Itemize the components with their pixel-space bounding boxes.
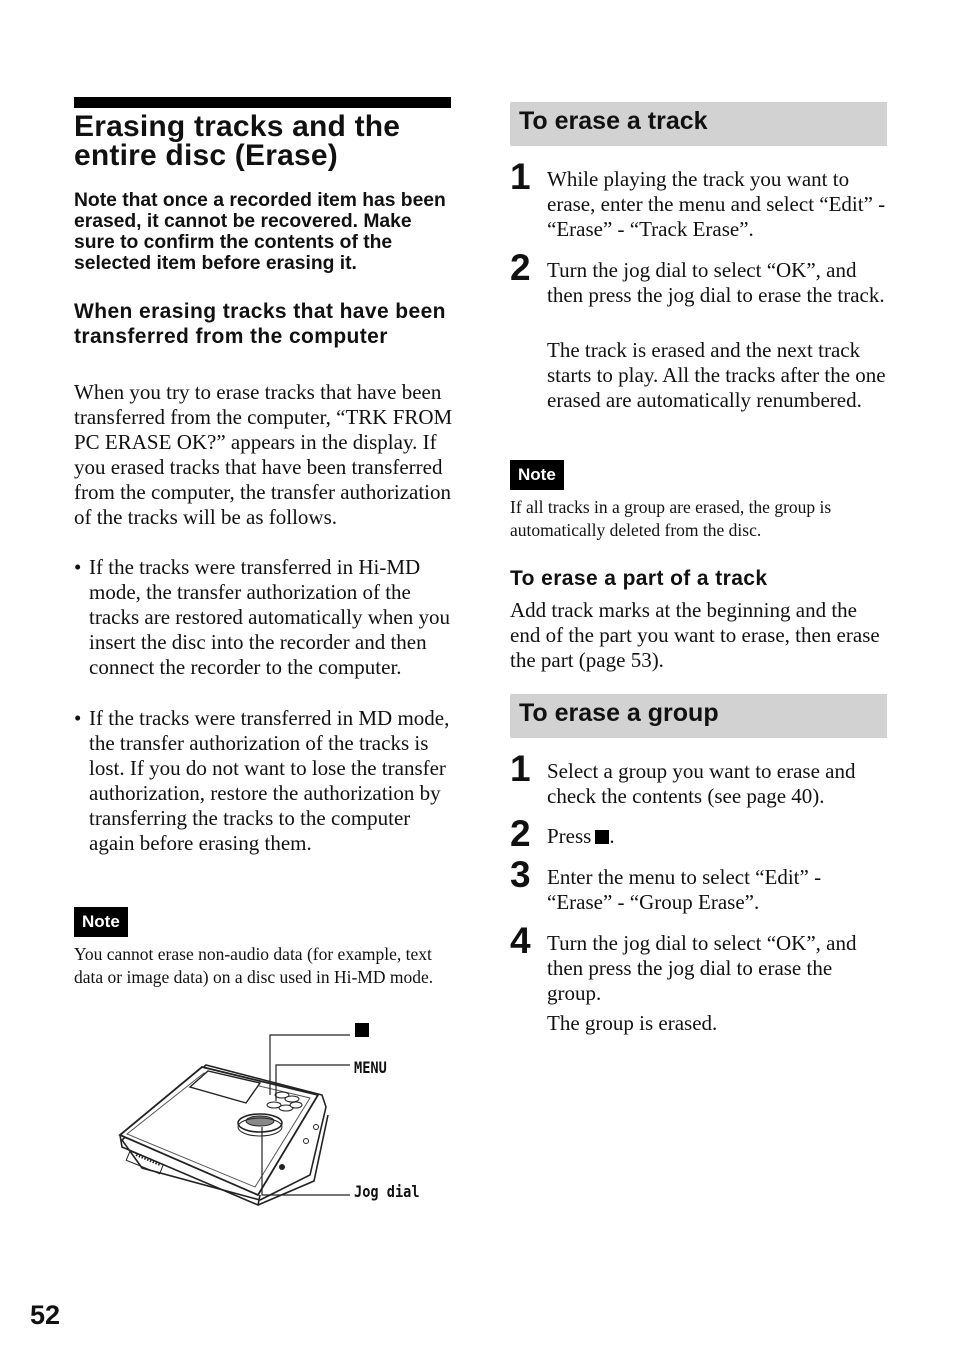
step-result: The track is erased and the next track starts to play. All the tracks after the one erased are automatically renumbered. [547, 338, 886, 412]
section-header-erase-track [510, 102, 887, 146]
step-text: Enter the menu to select “Edit” - “Erase” - “Group Erase”. [547, 865, 822, 914]
step-result: The group is erased. [547, 1011, 718, 1035]
step-text: Select a group you want to erase and check the contents (see page 40). [547, 759, 856, 808]
page-title: Erasing tracks and the entire disc (Erase) [74, 110, 401, 172]
note-badge: Note [510, 460, 564, 490]
step-number: 1 [510, 156, 531, 197]
stop-square-icon [595, 830, 609, 844]
step-text-after: . [609, 824, 615, 848]
step-text: While playing the track you want to erase, enter the menu and select “Edit” - “Erase” - “Track Erase”. [547, 167, 886, 241]
step-number: 1 [510, 748, 531, 789]
section-title: To erase a track [519, 107, 708, 135]
step-text: Turn the jog dial to select “OK”, and then press the jog dial to erase the group. [547, 931, 857, 1005]
note-text: If all tracks in a group are erased, the group is automatically deleted from the disc. [510, 497, 832, 540]
step-text-before: Press [547, 824, 592, 848]
intro-warning: Note that once a recorded item has been erased, it cannot be recovered. Make sure to confirm the contents of the selected item before erasing it. [74, 190, 446, 274]
page-number: 52 [30, 1300, 61, 1330]
bullet-mark: • [74, 555, 82, 579]
menu-callout-label: MENU [354, 1058, 387, 1077]
step-number: 2 [510, 247, 531, 288]
step-number: 4 [510, 920, 531, 961]
note-text: You cannot erase non-audio data (for example, text data or image data) on a disc used in Hi-MD mode. [74, 944, 434, 987]
bullet-mark: • [74, 706, 82, 730]
bullet-text: If the tracks were transferred in MD mode, the transfer authorization of the tracks is lost. If you do not want to lose the transfer authorization, restore the authorization by transferring the tracks to the computer again before erasing them. [89, 706, 450, 855]
subheading-transferred: When erasing tracks that have been transferred from the computer [74, 300, 446, 348]
step-number: 3 [510, 854, 531, 895]
section-header-erase-group [510, 694, 887, 738]
step-text: Turn the jog dial to select “OK”, and then press the jog dial to erase the track. [547, 258, 885, 307]
subheading-erase-part: To erase a part of a track [510, 567, 768, 590]
jog-dial-callout-label: Jog dial [354, 1182, 420, 1201]
section-title: To erase a group [519, 699, 719, 727]
step-number: 2 [510, 813, 531, 854]
stop-square-icon [355, 1023, 369, 1037]
note-badge: Note [74, 907, 128, 937]
transferred-body: When you try to erase tracks that have been transferred from the computer, “TRK FROM PC ERASE OK?” appears in the display. If you erased tracks that have been transferred from the computer, the transfer authorization of the tracks will be as follows. [74, 380, 453, 529]
title-rule [74, 97, 451, 108]
bullet-text: If the tracks were transferred in Hi-MD mode, the transfer authorization of the tracks are restored automatically when you insert the disc into the recorder and then connect the recorder to the computer. [89, 555, 450, 679]
step-text [547, 824, 887, 849]
erase-part-body: Add track marks at the beginning and the end of the part you want to erase, then erase the part (page 53). [510, 598, 880, 672]
